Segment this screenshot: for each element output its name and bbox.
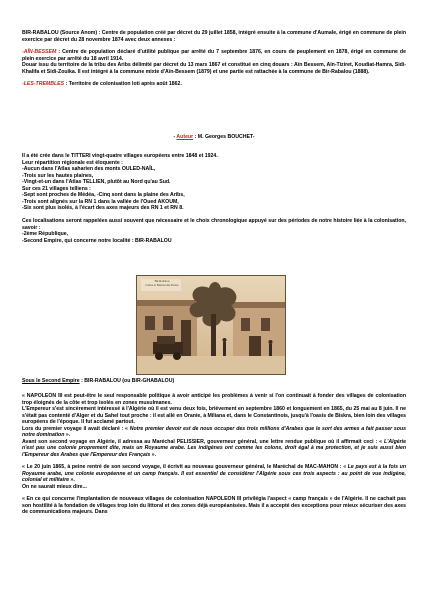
les-trembles-lead: -LES-TREMBLES bbox=[22, 81, 65, 87]
author-label: Auteur bbox=[176, 134, 194, 140]
quote-napoleon-2: L'Algérie n'est pas une colonie proprement dite, mais un Royaume arabe. Les indigènes ont comme les colons, droit égal à ma protection, et je suis aussi bien l'Empereur des Arabes que l'Empereur des Français bbox=[22, 438, 406, 458]
postcard-photo bbox=[136, 275, 286, 375]
author-line: - Auteur : M. Georges BOUCHET- bbox=[173, 134, 255, 140]
ain-bessem-text: : Centre de population déclaré d'utilité publique par arrêté du 7 septembre 1876, en cours de peuplement en 1878, érigé en commune de plein exercice par arrêté du 18 avril 1914. bbox=[22, 49, 406, 62]
bir-rabalou-paragraph bbox=[22, 30, 406, 43]
section-heading bbox=[22, 378, 406, 385]
body-paragraph: « NAPOLEON III est peut-être le seul responsable politique à avoir anticipé les problèmes à venir si l'on continuait à fonder des villages de colonisation trop éloignés de la côte et trop isolés en zones musulmanes. bbox=[22, 393, 406, 406]
villages-line: -Six sont plus isolés, à l'écart des axes majeurs des RN 1 et RN 8. bbox=[22, 205, 184, 211]
body-paragraph: Lors du premier voyage il avait déclaré : « Notre premier devoir est de nous occuper des trois millions d'Arabes que le sort des armes a fait passer sous notre domination ». bbox=[22, 425, 407, 438]
body-paragraph: On ne saurait mieux dire... bbox=[22, 483, 87, 490]
villages-line: -Vingt-et-un dans l'Atlas TELLIEN, plutôt au Nord qu'au Sud. bbox=[22, 179, 171, 185]
second-empire-title: : BIR-RABALOU (ou BIR-GHABALOU) bbox=[79, 378, 175, 384]
villages-line: Sur ces 21 villages telliens : bbox=[22, 185, 91, 192]
body-paragraph: Avant son second voyage en Algérie, il adressa au Maréchal PELISSIER, gouverneur général, une lettre rendue publique où il affirmait ceci : « L'Algérie n'est pas une colonie proprement dite, mais un Royaume arabe. Les indigènes ont comme les colons, droit égal à ma protection, et je suis aussi bien l'Empereur des Arabes que l'Empereur des Français ». bbox=[22, 438, 406, 458]
villages-section bbox=[22, 153, 406, 212]
postcard-illustration bbox=[137, 276, 285, 374]
localisations-item: -2ème République, bbox=[22, 231, 69, 237]
quote-napoleon-1: Notre premier devoir est de nous occuper des trois millions d'Arabes que le sort des armes a fait passer sous notre domination bbox=[22, 425, 407, 438]
bir-rabalou-text: Centre de population créé par décret du 29 juillet 1858, intégré ensuite à la commune d'Aumale, érigé en commune de plein exercice par décret du 28 novembre 1874 avec deux annexes : bbox=[22, 30, 407, 43]
localisations-intro: Ces localisations seront rappelées aussi souvent que nécessaire et le choix chronologique appuyé sur des périodes de notre histoire liée à la colonisation, savoir : bbox=[22, 218, 406, 231]
postcard-caption: Bir-Rabalou Caisse et Bureau des Postes bbox=[145, 279, 179, 287]
villages-line: -Trois sont alignés sur la RN 1 dans la vallée de l'Oued AKOUM, bbox=[22, 198, 179, 205]
villages-line: Leur répartition régionale est éloquente : bbox=[22, 159, 123, 166]
second-empire-heading: Sous le Second Empire bbox=[22, 378, 80, 384]
localisations-section bbox=[22, 218, 406, 244]
villages-line: -Trois sur les hautes plaines, bbox=[22, 172, 94, 179]
intro-section bbox=[22, 30, 406, 88]
body-paragraph: L'Empereur s'est sincèrement intéressé à l'Algérie où il est venu deux fois, brièvement en septembre 1860 et longuement en 1865, du 25 mai au 8 juin. Il ne s'était pas contenté d'Alger et du Sahel tout proche : il est allé en Oranie, à Miliana et, dans le Constantinois, jusqu'à l'oasis de Biskra, bien loin des villages européens de l'époque. Il fut acclamé partout. bbox=[22, 406, 407, 425]
quote-napoleon-3: Le pays est à la fois un Royaume arabe, une colonie européenne et un camp français. Il est essentiel de considérer l'Algérie sous ces trois aspects : au point de vue indigène, colonial et militaire bbox=[22, 464, 407, 483]
villages-line: -Sept sont proches de Médéa, -Cinq sont dans la plaine des Aribs, bbox=[22, 192, 185, 198]
localisations-item: -Second Empire, qui concerne notre localité : BIR-RABALOU bbox=[22, 237, 172, 244]
villages-line: -Aucun dans l'Atlas saharien des monts OULED-NAÏL, bbox=[22, 166, 156, 172]
douar-paragraph: Douar issu du territoire de la tribu des Aribs délimité par décret du 13 mars 1867 et constitué en cinq douars : Aïn Bessem, Aïn-Tiziret, Koudiat-Hamra, Sidi-Khalifa et Sidi-Zouika. Il est intégré à la commune mixte d'Aïn-Bessem (1879) et une partie est rattachée à la commune de Bir-Rabalou (1888). bbox=[22, 62, 406, 75]
body-paragraph: « En ce qui concerne l'implantation de nouveaux villages de colonisation NAPOLEON III privilégia l'aspect « camp français » de l'Algérie. Il ne cachait pas son hostilité à la fondation de villages trop loin du littoral et des zones déjà européanisées. Mais il a accepté des exceptions pour mieux sécuriser des axes de communications majeurs. Dans bbox=[22, 496, 406, 515]
body-section bbox=[22, 393, 406, 516]
ain-bessem-lead: -AÏN-BESSEM bbox=[22, 49, 57, 55]
ain-bessem-paragraph bbox=[22, 49, 406, 62]
body-paragraph: « Le 20 juin 1865, à peine rentré de son second voyage, il écrivit au nouveau gouverneur général, le Maréchal de MAC-MAHON : « Le pays est à la fois un Royaume arabe, une colonie européenne et un camp français. Il est essentiel de considérer l'Algérie sous ces trois aspects : au point de vue indigène, colonial et militaire ». bbox=[22, 464, 407, 483]
villages-line: Il a été crée dans le TITTERI vingt-quatre villages européens entre 1848 et 1924. bbox=[22, 153, 218, 159]
author-name: : M. Georges BOUCHET- bbox=[193, 134, 255, 140]
les-trembles-paragraph bbox=[22, 81, 406, 88]
les-trembles-text: : Territoire de colonisation loti après août 1862. bbox=[64, 81, 182, 87]
bir-rabalou-lead: BIR-RABALOU (Source Anom) : bbox=[22, 30, 101, 36]
